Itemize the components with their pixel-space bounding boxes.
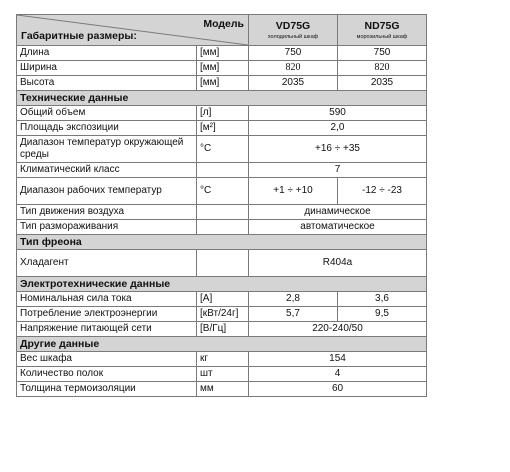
row-unit: °C [197, 178, 249, 205]
row-unit: [мм] [197, 76, 249, 91]
table-row-area [17, 121, 427, 136]
section-title: Другие данные [17, 337, 427, 352]
spec-table [16, 14, 427, 397]
section-header-electro [17, 277, 427, 292]
row-label: Площадь экспозиции [17, 121, 197, 136]
section-title: Тип фреона [17, 235, 427, 250]
row-label: Длина [17, 46, 197, 61]
value-vd75g: 2035 [249, 76, 338, 91]
section-header-other [17, 337, 427, 352]
table-row-working-temp [17, 178, 427, 205]
value-shared: 60 [249, 382, 427, 397]
row-unit: мм [197, 382, 249, 397]
table-row-insulation [17, 382, 427, 397]
value-nd75g: 3,6 [338, 292, 427, 307]
row-label: Ширина [17, 61, 197, 76]
row-label: Тип размораживания [17, 220, 197, 235]
row-label: Климатический класс [17, 163, 197, 178]
row-label: Общий объем [17, 106, 197, 121]
table-row-airflow [17, 205, 427, 220]
section-header-tech [17, 91, 427, 106]
row-label: Потребление электроэнергии [17, 307, 197, 322]
row-unit: °C [197, 136, 249, 163]
value-vd75g: 750 [249, 46, 338, 61]
table-row-weight [17, 352, 427, 367]
table-row-shelves [17, 367, 427, 382]
model-header-vd75g [249, 15, 338, 46]
row-unit: [В/Гц] [197, 322, 249, 337]
model-name: ND75G [364, 19, 400, 32]
row-unit: [мм] [197, 46, 249, 61]
value-nd75g: -12 ÷ -23 [338, 178, 427, 205]
dimensions-label: Габаритные размеры: [21, 30, 137, 42]
table-row-voltage [17, 322, 427, 337]
value-nd75g: 820 [338, 61, 427, 76]
value-nd75g: 9,5 [338, 307, 427, 322]
row-label: Тип движения воздуха [17, 205, 197, 220]
table-row-climate [17, 163, 427, 178]
table-row-consumption [17, 307, 427, 322]
row-unit: [л] [197, 106, 249, 121]
value-shared: 2,0 [249, 121, 427, 136]
table-row-ambient [17, 136, 427, 163]
row-unit [197, 205, 249, 220]
header-row [17, 15, 427, 46]
row-unit [197, 163, 249, 178]
value-vd75g: 2,8 [249, 292, 338, 307]
row-unit [197, 220, 249, 235]
value-vd75g: +1 ÷ +10 [249, 178, 338, 205]
header-corner-cell [17, 15, 249, 46]
row-label: Номинальная сила тока [17, 292, 197, 307]
model-header-nd75g [338, 15, 427, 46]
row-label: Диапазон рабочих температур [17, 178, 197, 205]
row-label: Количество полок [17, 367, 197, 382]
model-label: Модель [203, 18, 244, 30]
row-label: Высота [17, 76, 197, 91]
value-shared: +16 ÷ +35 [249, 136, 427, 163]
section-title: Технические данные [17, 91, 427, 106]
value-vd75g: 820 [249, 61, 338, 76]
row-label: Хладагент [17, 250, 197, 277]
value-shared: автоматическое [249, 220, 427, 235]
table-row-length [17, 46, 427, 61]
row-unit: [м²] [197, 121, 249, 136]
value-shared: 7 [249, 163, 427, 178]
value-shared: 154 [249, 352, 427, 367]
row-unit: [кВт/24г] [197, 307, 249, 322]
table-row-height [17, 76, 427, 91]
value-shared: 220-240/50 [249, 322, 427, 337]
row-unit: [A] [197, 292, 249, 307]
section-header-freon [17, 235, 427, 250]
row-label: Вес шкафа [17, 352, 197, 367]
row-unit: [мм] [197, 61, 249, 76]
value-nd75g: 750 [338, 46, 427, 61]
value-vd75g: 5,7 [249, 307, 338, 322]
table-row-current [17, 292, 427, 307]
value-shared: 590 [249, 106, 427, 121]
model-subtitle: холодильный шкаф [267, 33, 319, 40]
row-label: Диапазон температур окружающей среды [17, 136, 197, 163]
row-unit: кг [197, 352, 249, 367]
row-unit: шт [197, 367, 249, 382]
table-row-refrigerant [17, 250, 427, 277]
table-row-volume [17, 106, 427, 121]
table-row-width [17, 61, 427, 76]
value-shared: R404a [249, 250, 427, 277]
row-unit [197, 250, 249, 277]
table-row-defrost [17, 220, 427, 235]
row-label: Напряжение питающей сети [17, 322, 197, 337]
value-nd75g: 2035 [338, 76, 427, 91]
section-title: Электротехнические данные [17, 277, 427, 292]
value-shared: динамическое [249, 205, 427, 220]
model-name: VD75G [275, 19, 311, 32]
model-subtitle: морозильный шкаф [356, 33, 408, 40]
value-shared: 4 [249, 367, 427, 382]
row-label: Толщина термоизоляции [17, 382, 197, 397]
